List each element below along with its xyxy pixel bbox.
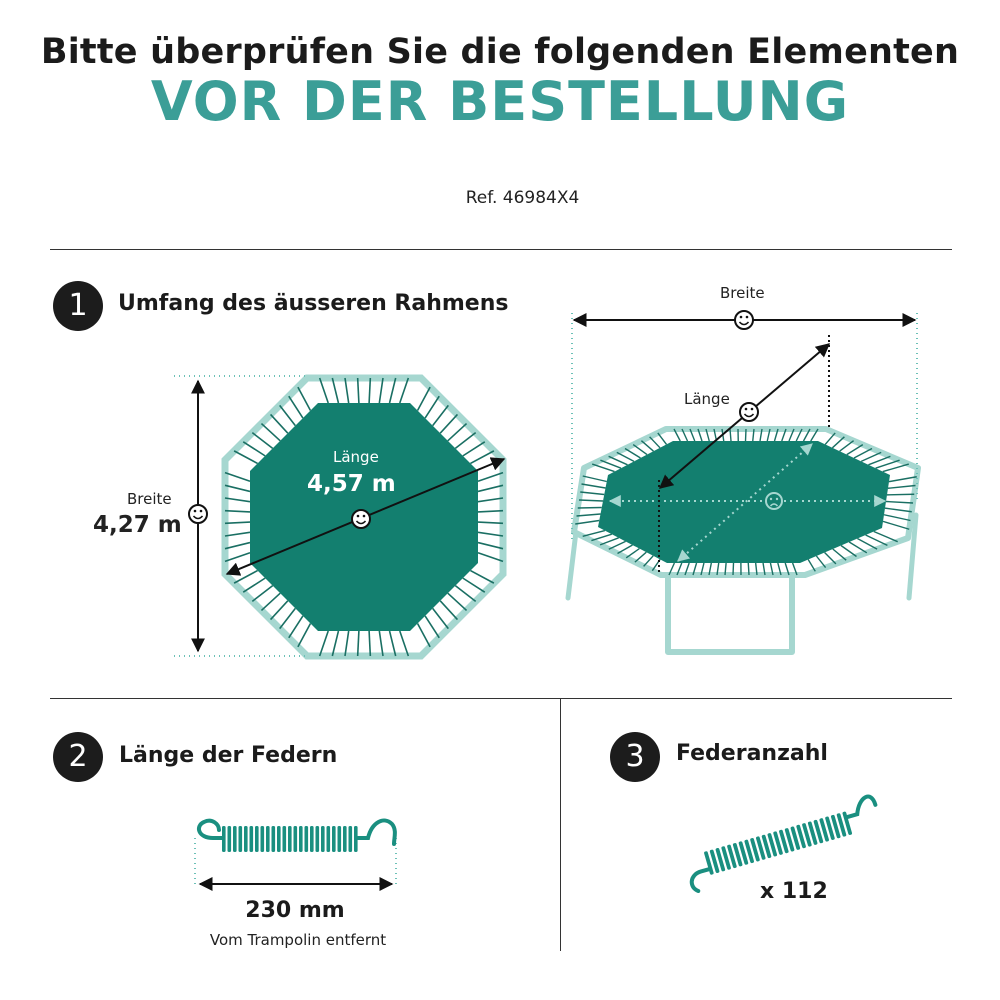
- spring-coil: [299, 826, 303, 852]
- perspective-length-label: Länge: [684, 390, 730, 408]
- spring-coil: [316, 826, 320, 852]
- spring-coil: [222, 826, 226, 852]
- spring-coil: [332, 826, 336, 852]
- spring-coil: [321, 826, 325, 852]
- spring-coil: [343, 826, 347, 852]
- step-number-1: 1: [53, 281, 103, 331]
- frame-spring: [746, 429, 747, 441]
- spring-coil: [239, 826, 243, 852]
- step-number-3: 3: [610, 732, 660, 782]
- smiley-icon: [735, 311, 753, 329]
- top-view-length-value: 4,57 m: [307, 471, 396, 497]
- spring-coil: [294, 826, 298, 852]
- perspective-width-label: Breite: [720, 284, 765, 302]
- spring-coil: [250, 826, 254, 852]
- spring-coil: [261, 826, 265, 852]
- spring-coil: [349, 826, 353, 852]
- spring-coil: [244, 826, 248, 852]
- smiley-icon: [352, 510, 370, 528]
- section-2-title: Länge der Federn: [119, 743, 338, 768]
- spring-coil: [338, 826, 342, 852]
- reference-number: Ref. 46984X4: [465, 188, 580, 208]
- spring-coil: [266, 826, 270, 852]
- heading-line-1: Bitte überprüfen Sie die folgenden Elementen: [40, 32, 960, 72]
- frame-spring: [578, 508, 602, 509]
- spring-length-value: 230 mm: [245, 898, 345, 923]
- spring-coil: [305, 826, 309, 852]
- frame-spring: [730, 429, 731, 441]
- spring-count-value: x 112: [760, 879, 828, 904]
- frame-spring: [733, 563, 734, 575]
- spring-coil: [277, 826, 281, 852]
- spring-coil: [283, 826, 287, 852]
- spring-coil: [228, 826, 232, 852]
- spring-coil: [310, 826, 314, 852]
- trampoline-perspective-view: [568, 429, 918, 652]
- section-1-title: Umfang des äusseren Rahmens: [118, 291, 509, 316]
- top-view-width-value: 4,27 m: [93, 512, 182, 538]
- step-number-2: 2: [53, 732, 103, 782]
- spring-length-caption: Vom Trampolin entfernt: [209, 931, 387, 949]
- frame-spring: [887, 494, 914, 495]
- top-view-length-label: Länge: [333, 448, 379, 466]
- frame-spring: [748, 563, 749, 575]
- frame-spring: [579, 500, 603, 501]
- spring-coil: [233, 826, 237, 852]
- spring-length-illustration: [195, 820, 396, 884]
- spring-coil: [288, 826, 292, 852]
- spring-coil: [354, 826, 358, 852]
- sad-face-icon: [766, 493, 782, 509]
- spring-coil: [327, 826, 331, 852]
- top-view-width-label: Breite: [127, 490, 172, 508]
- spring-coil: [255, 826, 259, 852]
- spring-count-illustration: [682, 795, 885, 892]
- heading-line-2: VOR DER BESTELLUNG: [150, 70, 850, 133]
- smiley-icon: [740, 403, 758, 421]
- smiley-icon: [189, 505, 207, 523]
- spring-coil: [272, 826, 276, 852]
- section-3-title: Federanzahl: [676, 741, 828, 766]
